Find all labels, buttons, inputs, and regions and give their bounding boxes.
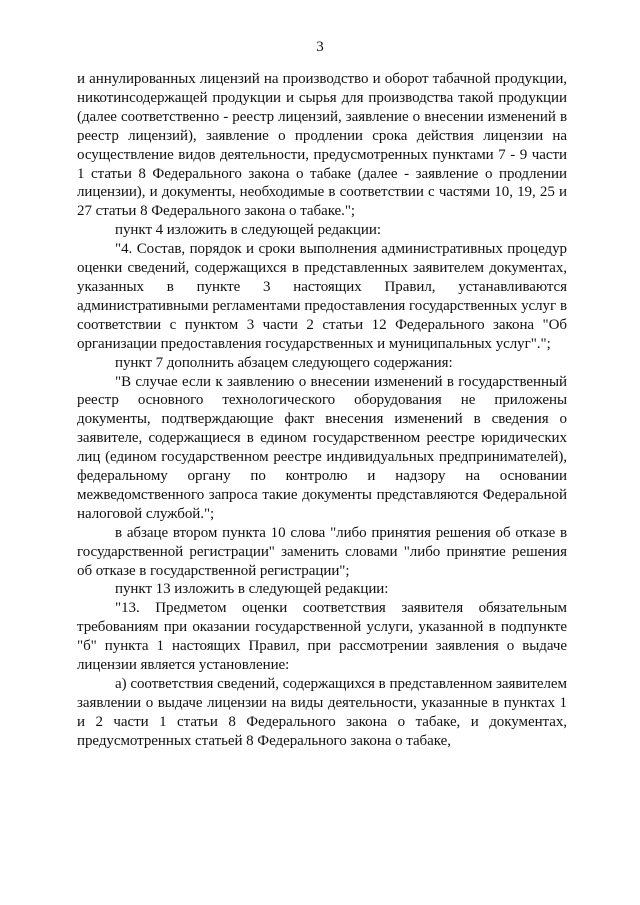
paragraph-item-7-intro: пункт 7 дополнить абзацем следующего содержания: xyxy=(115,354,453,371)
paragraph-item-13-intro: пункт 13 изложить в следующей редакции: xyxy=(115,581,389,598)
paragraph-item-4-text: "4. Состав, порядок и сроки выполнения административных процедур оценки сведений, содержащихся в представленных заявителем документах, указанных в пункте 3 настоящих Правил, устанавливаются административными регламентами предоставления государственных услуг в соответствии с пунктом 3 части 2 статьи 12 Федерального закона "Об организации предоставления государственных и муниципальных услуг"."; xyxy=(77,241,567,352)
paragraph-continuation: и аннулированных лицензий на производство и оборот табачной продукции, никотинсодержащей продукции и сырья для производства такой продукции (далее соответственно - реестр лицензий, заявление о внесении изменений в реестр лицензий), заявление о продлении срока действия лицензии на осуществление видов деятельности, предусмотренных пунктами 7 - 9 части 1 статьи 8 Федерального закона о табаке (далее - заявление о продлении лицензии), и документы, необходимые в соответствии с частями 10, 19, 25 и 27 статьи 8 Федерального закона о табаке."; xyxy=(77,71,567,220)
paragraph-item-4-intro: пункт 4 изложить в следующей редакции: xyxy=(115,222,381,239)
document-body xyxy=(77,70,567,751)
paragraph-item-7-text: "В случае если к заявлению о внесении изменений в государственный реестр основного технологического оборудования не приложены документы, подтверждающие факт внесения изменений в сведения о заявителе, содержащиеся в едином государственном реестре юридических лиц (едином государственном реестре индивидуальных предпринимателей), федеральному органу по контролю и надзору на основании межведомственного запроса такие документы представляются Федеральной налоговой службой."; xyxy=(77,373,567,522)
paragraph-item-13-text: "13. Предметом оценки соответствия заявителя обязательным требованиям при оказании государственной услуги, указанной в подпункте "б" пункта 1 настоящих Правил, при рассмотрении заявления о выдаче лицензии является установление: xyxy=(77,600,567,674)
paragraph-item-10-change: в абзаце втором пункта 10 слова "либо принятия решения об отказе в государственной регистрации" заменить словами "либо принятие решения об отказе в государственной регистрации"; xyxy=(77,524,567,579)
page-number: 3 xyxy=(316,39,324,55)
paragraph-subitem-a: а) соответствия сведений, содержащихся в представленном заявителем заявлении о выдаче лицензии на виды деятельности, указанные в пунктах 1 и 2 части 1 статьи 8 Федерального закона о табаке, и документах, предусмотренных статьей 8 Федерального закона о табаке, xyxy=(77,676,567,749)
